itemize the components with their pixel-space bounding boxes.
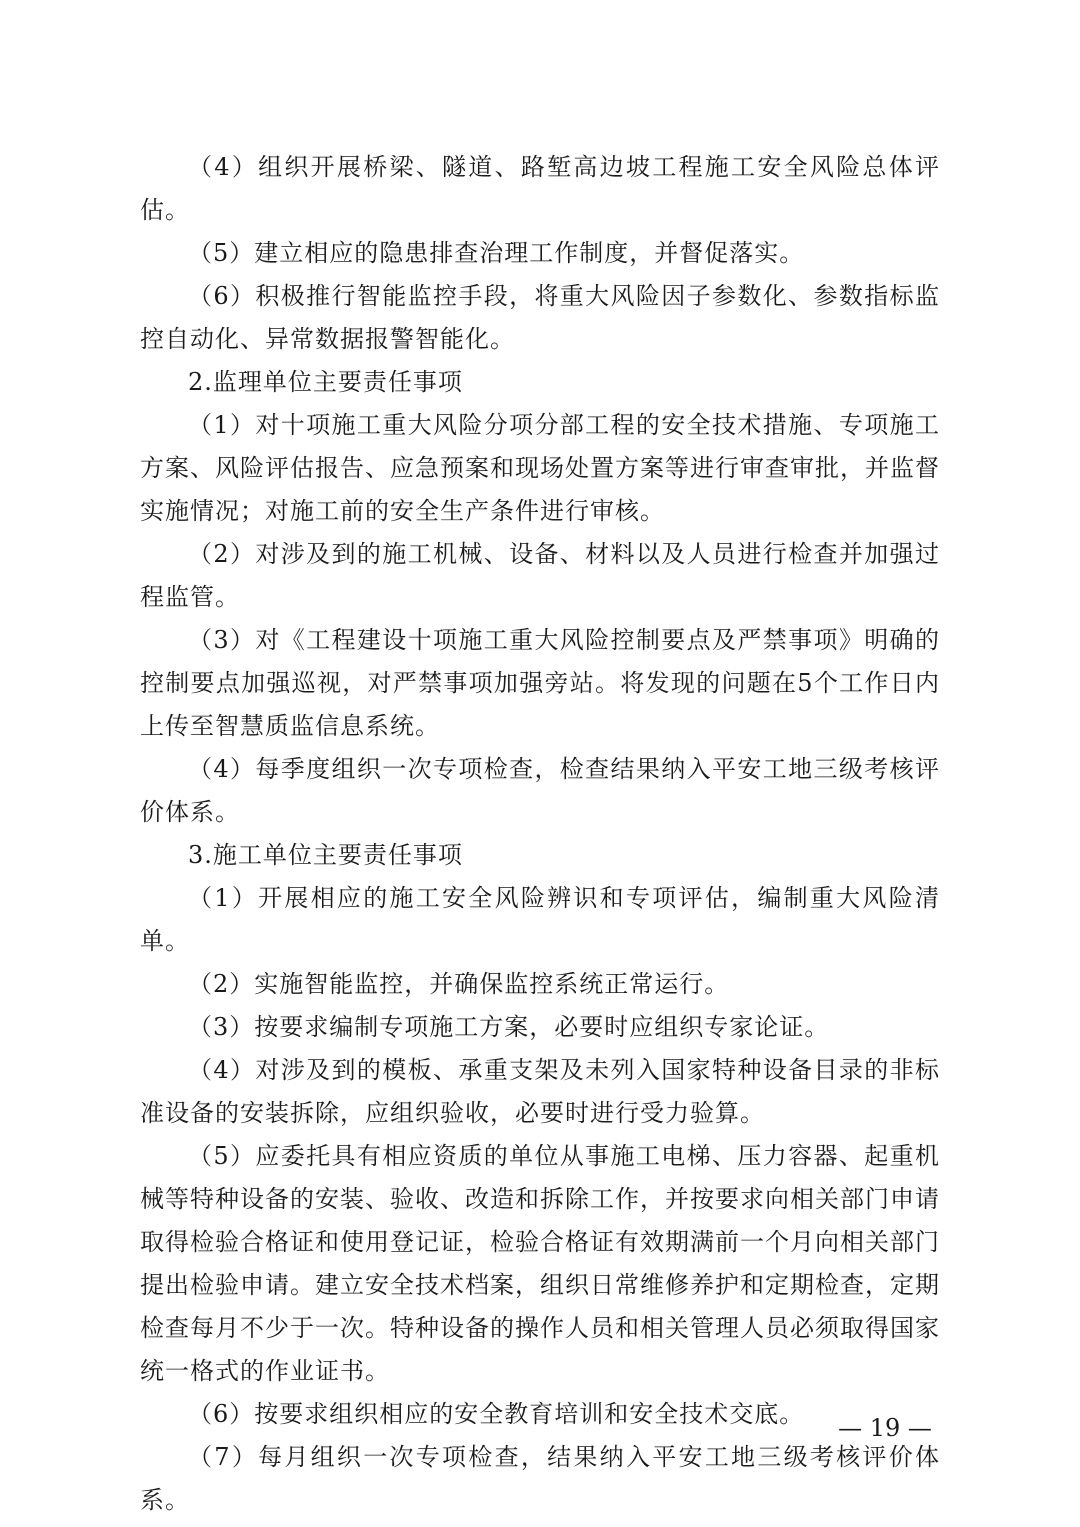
paragraph-12: （3）按要求编制专项施工方案，必要时应组织专家论证。	[188, 1013, 830, 1041]
paragraph-13: （4）对涉及到的模板、承重支架及未列入国家特种设备目录的非标准设备的安装拆除，应组织验收，必要时进行受力验算。	[140, 1056, 940, 1127]
page-number: — 19 —	[838, 1414, 932, 1442]
paragraph-3: （6）积极推行智能监控手段，将重大风险因子参数化、参数指标监控自动化、异常数据报警智能化。	[140, 282, 940, 353]
section-heading-construction: 3.施工单位主要责任事项	[188, 841, 463, 869]
section-heading-supervision: 2.监理单位主要责任事项	[188, 368, 463, 396]
paragraph-10: （1）开展相应的施工安全风险辨识和专项评估，编制重大风险清单。	[140, 884, 940, 955]
paragraph-5: （1）对十项施工重大风险分项分部工程的安全技术措施、专项施工方案、风险评估报告、应急预案和现场处置方案等进行审查审批，并监督实施情况；对施工前的安全生产条件进行审核。	[140, 411, 940, 525]
paragraph-2: （5）建立相应的隐患排查治理工作制度，并督促落实。	[188, 239, 805, 267]
paragraph-11: （2）实施智能监控，并确保监控系统正常运行。	[188, 970, 730, 998]
paragraph-1: （4）组织开展桥梁、隧道、路堑高边坡工程施工安全风险总体评估。	[140, 153, 940, 224]
paragraph-15: （6）按要求组织相应的安全教育培训和安全技术交底。	[188, 1400, 805, 1428]
paragraph-14: （5）应委托具有相应资质的单位从事施工电梯、压力容器、起重机械等特种设备的安装、验收、改造和拆除工作，并按要求向相关部门申请取得检验合格证和使用登记证，检验合格证有效期满前一个月向相关部门提出检验申请。建立安全技术档案，组织日常维修养护和定期检查，定期检查每月不少于一次。特种设备的操作人员和相关管理人员必须取得国家统一格式的作业证书。	[140, 1142, 940, 1385]
paragraph-7: （3）对《工程建设十项施工重大风险控制要点及严禁事项》明确的控制要点加强巡视，对严禁事项加强旁站。将发现的问题在5个工作日内上传至智慧质监信息系统。	[140, 626, 940, 740]
paragraph-8: （4）每季度组织一次专项检查，检查结果纳入平安工地三级考核评价体系。	[140, 755, 940, 826]
document-body	[140, 146, 940, 1522]
paragraph-16: （7）每月组织一次专项检查，结果纳入平安工地三级考核评价体系。	[140, 1443, 940, 1514]
paragraph-6: （2）对涉及到的施工机械、设备、材料以及人员进行检查并加强过程监管。	[140, 540, 940, 611]
